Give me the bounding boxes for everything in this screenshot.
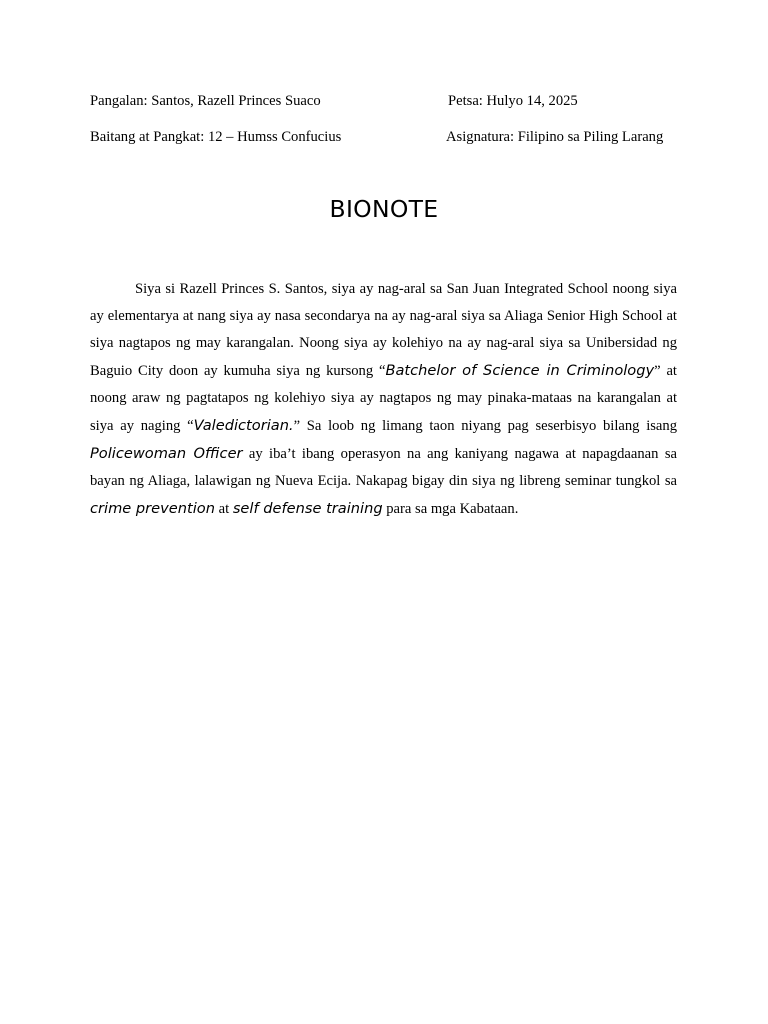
paragraph-text-3: ” Sa loob ng limang taon niyang pag seserbisyo bilang isang — [293, 418, 677, 434]
paragraph-text-1: Siya si Razell Princes S. Santos, siya ay nag-aral sa San Juan Integrated School noong siya ay elementarya at nang siya ay nasa secondarya na ay nag-aral siya sa Aliaga Senior High School at siya nagtapos ng may karangalan. Noong siya ay kolehiyo na ay nag-aral siya sa Unibersidad ng Baguio City doon ay kumuha siya ng kursong “ — [90, 281, 677, 379]
header-row-2 — [90, 128, 690, 146]
seminar-topic-1: crime prevention — [90, 500, 215, 517]
header-row-1 — [90, 92, 690, 110]
seminar-topic-2: self defense training — [232, 500, 383, 517]
subject-field: Asignatura: Filipino sa Piling Larang — [446, 129, 664, 145]
document-header — [90, 92, 690, 164]
paragraph-text-6: para sa mga Kabataan. — [382, 501, 519, 517]
grade-section-field: Baitang at Pangkat: 12 – Humss Confucius — [90, 129, 342, 145]
course-name: Batchelor of Science in Criminology — [385, 362, 655, 379]
date-field: Petsa: Hulyo 14, 2025 — [448, 93, 578, 109]
honor-title: Valedictorian. — [193, 417, 294, 434]
paragraph-text-2: ” at noong araw ng pagtatapos ng kolehiyo siya ay nagtapos ng may pinaka-mataas na karangalan at siya ay naging “ — [90, 363, 677, 434]
document-title: BIONOTE — [329, 195, 439, 223]
paragraph-text-5: at — [214, 501, 233, 517]
name-field: Pangalan: Santos, Razell Princes Suaco — [90, 93, 321, 109]
position-title: Policewoman Officer — [90, 445, 243, 462]
paragraph-text-4: ay iba’t ibang operasyon na ang kaniyang nagawa at napagdaanan sa bayan ng Aliaga, lalawigan ng Nueva Ecija. Nakapag bigay din siya ng libreng seminar tungkol sa — [90, 446, 677, 489]
bionote-paragraph — [90, 276, 677, 523]
